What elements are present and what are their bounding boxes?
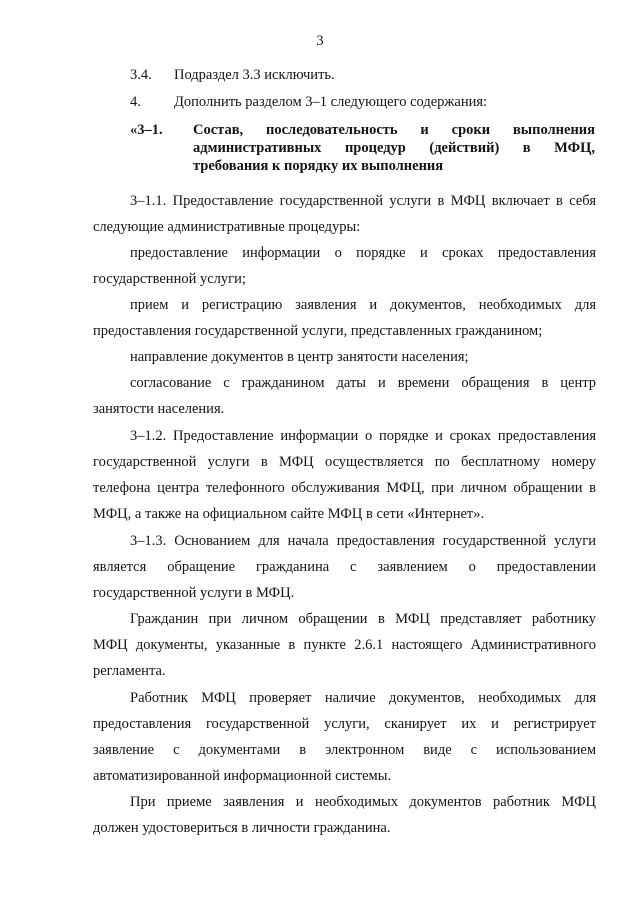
paragraph-line: 3–1.3. Основанием для начала предоставления государственной услуги [130,533,596,549]
item-text-4: Дополнить разделом 3–1 следующего содержания: [174,94,488,110]
section-number: «3–1. [130,122,163,138]
section-heading-line-2: административных процедур (действий) в МФЦ, [193,140,595,156]
paragraph-line: 3–1.1. Предоставление государственной услуги в МФЦ включает в себя [130,193,596,209]
list-item-line: занятости населения. [93,401,225,417]
paragraph-line: Работник МФЦ проверяет наличие документов, необходимых для [130,690,596,706]
paragraph-line: 3–1.2. Предоставление информации о порядке и сроках предоставления [130,428,596,444]
list-item-line: государственной услуги; [93,271,246,287]
paragraph-line: государственной услуги в МФЦ осуществляется по бесплатному номеру [93,454,596,470]
section-heading-line-1: Состав, последовательность и сроки выполнения [193,122,595,138]
paragraph-line: государственной услуги в МФЦ. [93,585,295,601]
paragraph-line: МФЦ документы, указанные в пункте 2.6.1 настоящего Административного [93,637,596,653]
paragraph-line: При приеме заявления и необходимых документов работник МФЦ [130,794,596,810]
section-heading-line-3: требования к порядку их выполнения [193,158,444,174]
paragraph-line: регламента. [93,663,166,679]
list-item-line: направление документов в центр занятости населения; [130,349,469,365]
paragraph-line: телефона центра телефонного обслуживания МФЦ, при личном обращении в [93,480,596,496]
item-number-3-4: 3.4. [130,67,152,83]
paragraph-line: автоматизированной информационной системы. [93,768,392,784]
paragraph-line: МФЦ, а также на официальном сайте МФЦ в сети «Интернет». [93,506,485,522]
paragraph-line: заявление с документами в электронном виде с использованием [93,742,596,758]
list-item-line: прием и регистрацию заявления и документов, необходимых для [130,297,596,313]
list-item-line: предоставление информации о порядке и сроках предоставления [130,245,596,261]
paragraph-line: предоставления государственной услуги, сканирует их и регистрирует [93,716,596,732]
list-item-line: согласование с гражданином даты и времени обращения в центр [130,375,596,391]
paragraph-line: должен удостовериться в личности гражданина. [93,820,391,836]
list-item-line: предоставления государственной услуги, представленных гражданином; [93,323,543,339]
paragraph-line: следующие административные процедуры: [93,219,361,235]
item-number-4: 4. [130,94,141,110]
paragraph-line: Гражданин при личном обращении в МФЦ представляет работнику [130,611,596,627]
item-text-3-4: Подраздел 3.3 исключить. [174,67,335,83]
page-number: 3 [316,33,324,49]
paragraph-line: является обращение гражданина с заявлением о предоставлении [93,559,596,575]
